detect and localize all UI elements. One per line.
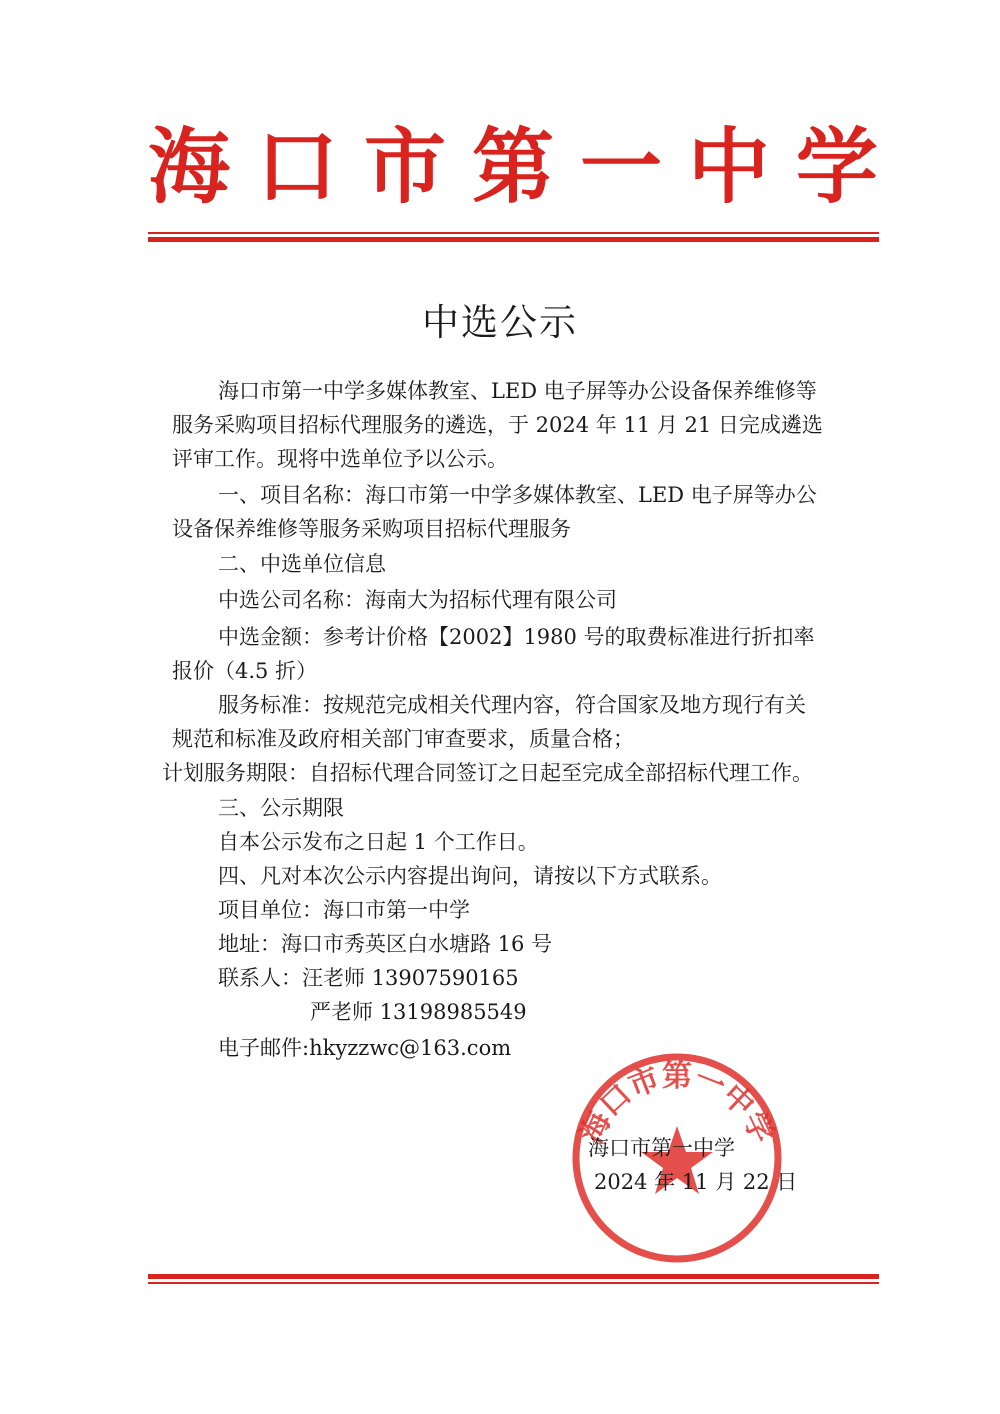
signature-org: 海口市第一中学: [588, 1136, 735, 1160]
contact-person-2: 严老师 13198985549: [310, 1000, 527, 1024]
section-one-line: 一、项目名称：海口市第一中学多媒体教室、LED 电子屏等办公: [218, 483, 817, 507]
service-period: 计划服务期限：自招标代理合同签订之日起至完成全部招标代理工作。: [162, 761, 813, 785]
header-rule-thick: [148, 237, 879, 242]
letterhead-char: 学: [795, 120, 878, 215]
footer-rule-thick: [148, 1274, 879, 1279]
letterhead-char: 中: [687, 120, 770, 215]
letterhead: [148, 118, 878, 218]
letterhead-char: 市: [363, 120, 446, 215]
footer-rule-thin: [148, 1282, 879, 1284]
body-line: 规范和标准及政府相关部门审查要求，质量合格；: [172, 727, 634, 751]
letterhead-char: 一: [579, 120, 662, 215]
email: 电子邮件:hkyzzwc@163.com: [218, 1036, 512, 1060]
address: 地址：海口市秀英区白水塘路 16 号: [218, 932, 553, 956]
letterhead-char: 口: [255, 120, 338, 215]
body-line: 评审工作。现将中选单位予以公示。: [172, 447, 508, 471]
winner-company: 中选公司名称：海南大为招标代理有限公司: [218, 588, 617, 612]
letterhead-char: 第: [471, 120, 554, 215]
seal-text: 海口市第一中学: [573, 1059, 781, 1149]
body-line: 海口市第一中学多媒体教室、LED 电子屏等办公设备保养维修等: [218, 379, 817, 403]
section-three-heading: 三、公示期限: [218, 796, 344, 820]
signature-date: 2024 年 11 月 22 日: [594, 1170, 798, 1194]
header-rule-thin: [148, 232, 879, 234]
section-two-heading: 二、中选单位信息: [218, 552, 386, 576]
body-line: 报价（4.5 折）: [172, 659, 318, 683]
contact-person: 联系人：汪老师 13907590165: [218, 966, 519, 990]
project-unit: 项目单位：海口市第一中学: [218, 898, 470, 922]
service-standard: 服务标准：按规范完成相关代理内容，符合国家及地方现行有关: [218, 693, 806, 717]
letterhead-char: 海: [148, 120, 231, 215]
body-line: 设备保养维修等服务采购项目招标代理服务: [172, 517, 571, 541]
section-four-heading: 四、凡对本次公示内容提出询问，请按以下方式联系。: [218, 864, 722, 888]
winning-amount: 中选金额：参考计价格【2002】1980 号的取费标准进行折扣率: [218, 625, 815, 649]
publicity-period: 自本公示发布之日起 1 个工作日。: [218, 830, 539, 854]
body-line: 服务采购项目招标代理服务的遴选，于 2024 年 11 月 21 日完成遴选: [172, 413, 823, 437]
document-title: 中选公示: [422, 301, 578, 344]
